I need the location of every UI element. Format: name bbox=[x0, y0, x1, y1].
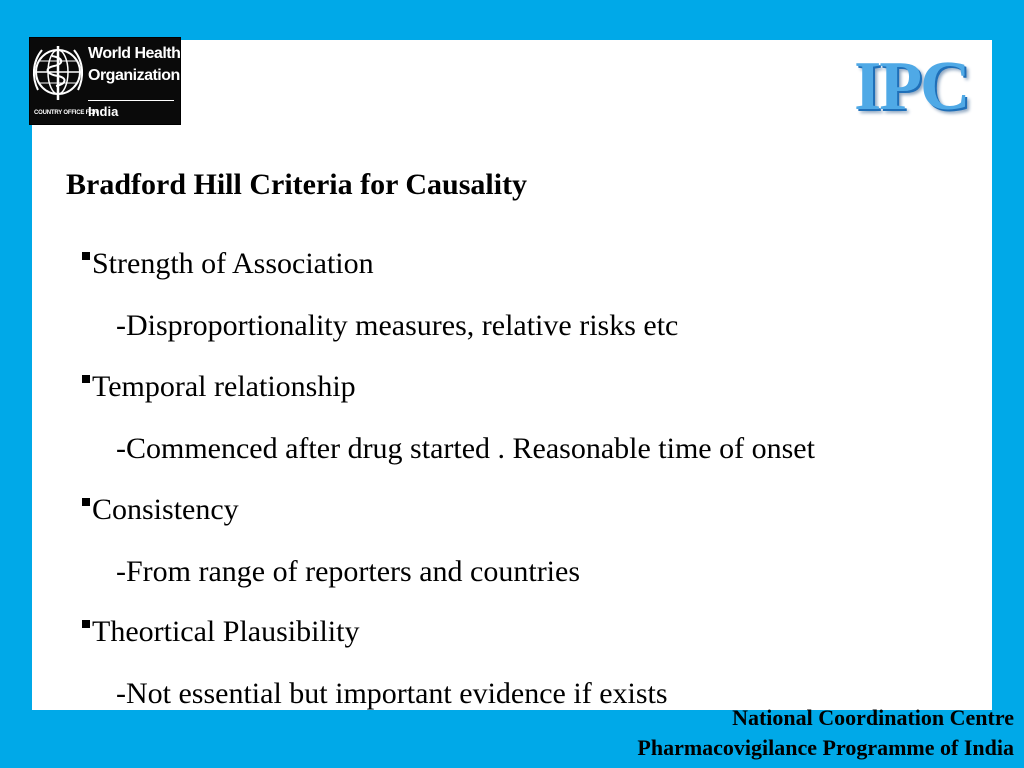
who-emblem-icon bbox=[30, 38, 88, 108]
criterion-heading: Theortical Plausibility bbox=[92, 615, 360, 648]
bullet-square-icon bbox=[82, 375, 90, 383]
criterion-detail: -From range of reporters and countries bbox=[116, 555, 581, 588]
footer-line2: Pharmacovigilance Programme of India bbox=[637, 735, 1014, 760]
bullet-square-icon bbox=[82, 620, 90, 628]
slide-title: Bradford Hill Criteria for Causality bbox=[66, 168, 528, 201]
criterion-heading: Temporal relationship bbox=[92, 370, 356, 403]
list-item-heading bbox=[82, 369, 356, 405]
criterion-heading: Consistency bbox=[92, 493, 239, 526]
who-logo-line1: World Health bbox=[88, 45, 181, 62]
who-logo-divider bbox=[88, 100, 174, 101]
criterion-detail: -Disproportionality measures, relative risks etc bbox=[116, 309, 679, 342]
criterion-detail: -Commenced after drug started . Reasonable time of onset bbox=[116, 432, 815, 465]
bullet-square-icon bbox=[82, 252, 90, 260]
footer-line1: National Coordination Centre bbox=[732, 705, 1014, 730]
list-item-heading bbox=[82, 492, 239, 528]
bullet-square-icon bbox=[82, 498, 90, 506]
criterion-detail: -Not essential but important evidence if exists bbox=[116, 677, 668, 710]
who-logo-prefix: COUNTRY OFFICE FOR bbox=[34, 110, 98, 116]
who-logo-country: India bbox=[88, 104, 119, 119]
criterion-heading: Strength of Association bbox=[92, 247, 374, 280]
ipc-logo bbox=[852, 45, 980, 125]
ipc-logo-text: IPC bbox=[854, 48, 969, 125]
who-logo-line2: Organization bbox=[88, 67, 180, 84]
who-logo bbox=[29, 37, 181, 125]
list-item-heading bbox=[82, 246, 374, 282]
list-item-heading bbox=[82, 614, 359, 650]
